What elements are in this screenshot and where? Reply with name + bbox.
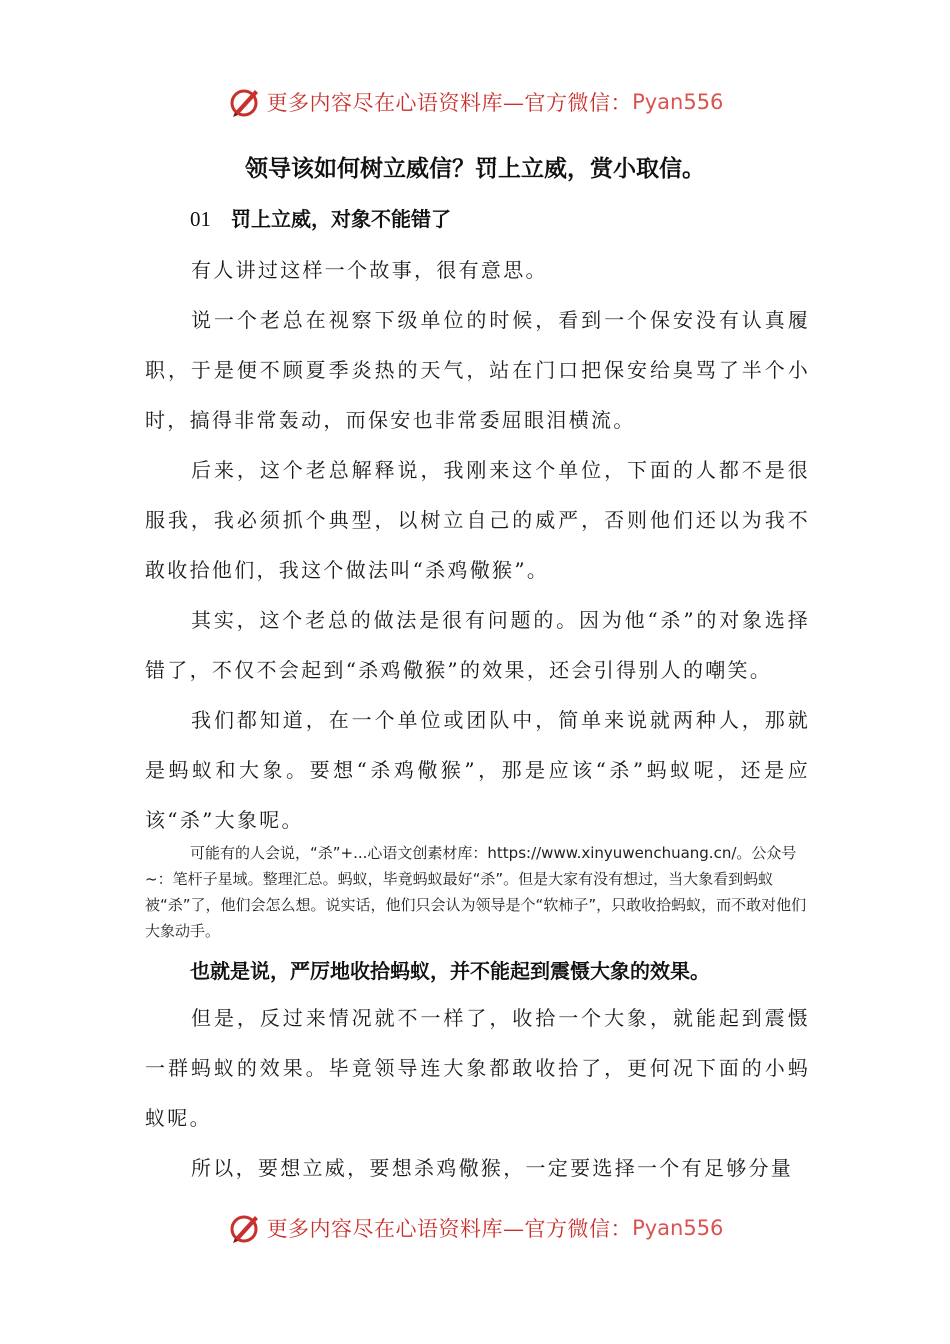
page-title: 领导该如何树立威信？罚上立威，赏小取信。	[245, 156, 705, 182]
paragraph-3: 后来，这个老总解释说，我刚来这个单位，下面的人都不是很服我，我必须抓个典型，以树立自己的威严，否则他们还以为我不敢收拾他们，我这个做法叫“杀鸡儆猴”。	[145, 458, 810, 582]
paragraph-2: 说一个老总在视察下级单位的时候，看到一个保安没有认真履职，于是便不顾夏季炎热的天气，站在门口把保安给臭骂了半个小时，搞得非常轰动，而保安也非常委屈眼泪横流。	[145, 308, 810, 432]
header-banner	[0, 82, 950, 122]
section-heading	[190, 203, 451, 232]
paragraph-4: 其实，这个老总的做法是很有问题的。因为他“杀”的对象选择错了，不仅不会起到“杀鸡儆猴”的效果，还会引得别人的嘲笑。	[145, 608, 810, 682]
paragraph-7: 所以，要想立威，要想杀鸡儆猴，一定要选择一个有足够分量	[191, 1156, 794, 1180]
banner-wechat-id: Pyan556	[632, 90, 724, 114]
banner-wechat-id: Pyan556	[632, 1216, 724, 1240]
section-heading-text: 罚上立威，对象不能错了	[231, 207, 451, 231]
paragraph-6: 但是，反过来情况就不一样了，收拾一个大象，就能起到震慑一群蚂蚁的效果。毕竟领导连大象都敢收拾了，更何况下面的小蚂蚁呢。	[145, 1006, 810, 1130]
bold-emphasis-line: 也就是说，严厉地收拾蚂蚁，并不能起到震慑大象的效果。	[190, 959, 710, 983]
banner-text: 更多内容尽在心语资料库—官方微信：	[266, 1217, 633, 1241]
section-number: 01	[190, 207, 211, 231]
footer-banner	[0, 1208, 950, 1248]
paragraph-1: 有人讲过这样一个故事，很有意思。	[191, 258, 548, 282]
small-paragraph: 可能有的人会说，“杀”+...心语文创素材库：https://www.xinyuwenchuang.cn/。公众号~：笔杆子星域。整理汇总。蚂蚁，毕竟蚂蚁最好“杀”。但是大家有没有想过，当大象看到蚂蚁被“杀”了，他们会怎么想。说实话，他们只会认为领导是个“软柿子”，只敢收拾蚂蚁，而不敢对他们大象动手。	[145, 844, 807, 940]
banner-text: 更多内容尽在心语资料库—官方微信：	[266, 91, 633, 115]
pen-logo-icon	[227, 84, 263, 120]
pen-logo-icon	[227, 1210, 263, 1246]
paragraph-5: 我们都知道，在一个单位或团队中，简单来说就两种人，那就是蚂蚁和大象。要想“杀鸡儆猴”，那是应该“杀”蚂蚁呢，还是应该“杀”大象呢。	[145, 708, 810, 832]
